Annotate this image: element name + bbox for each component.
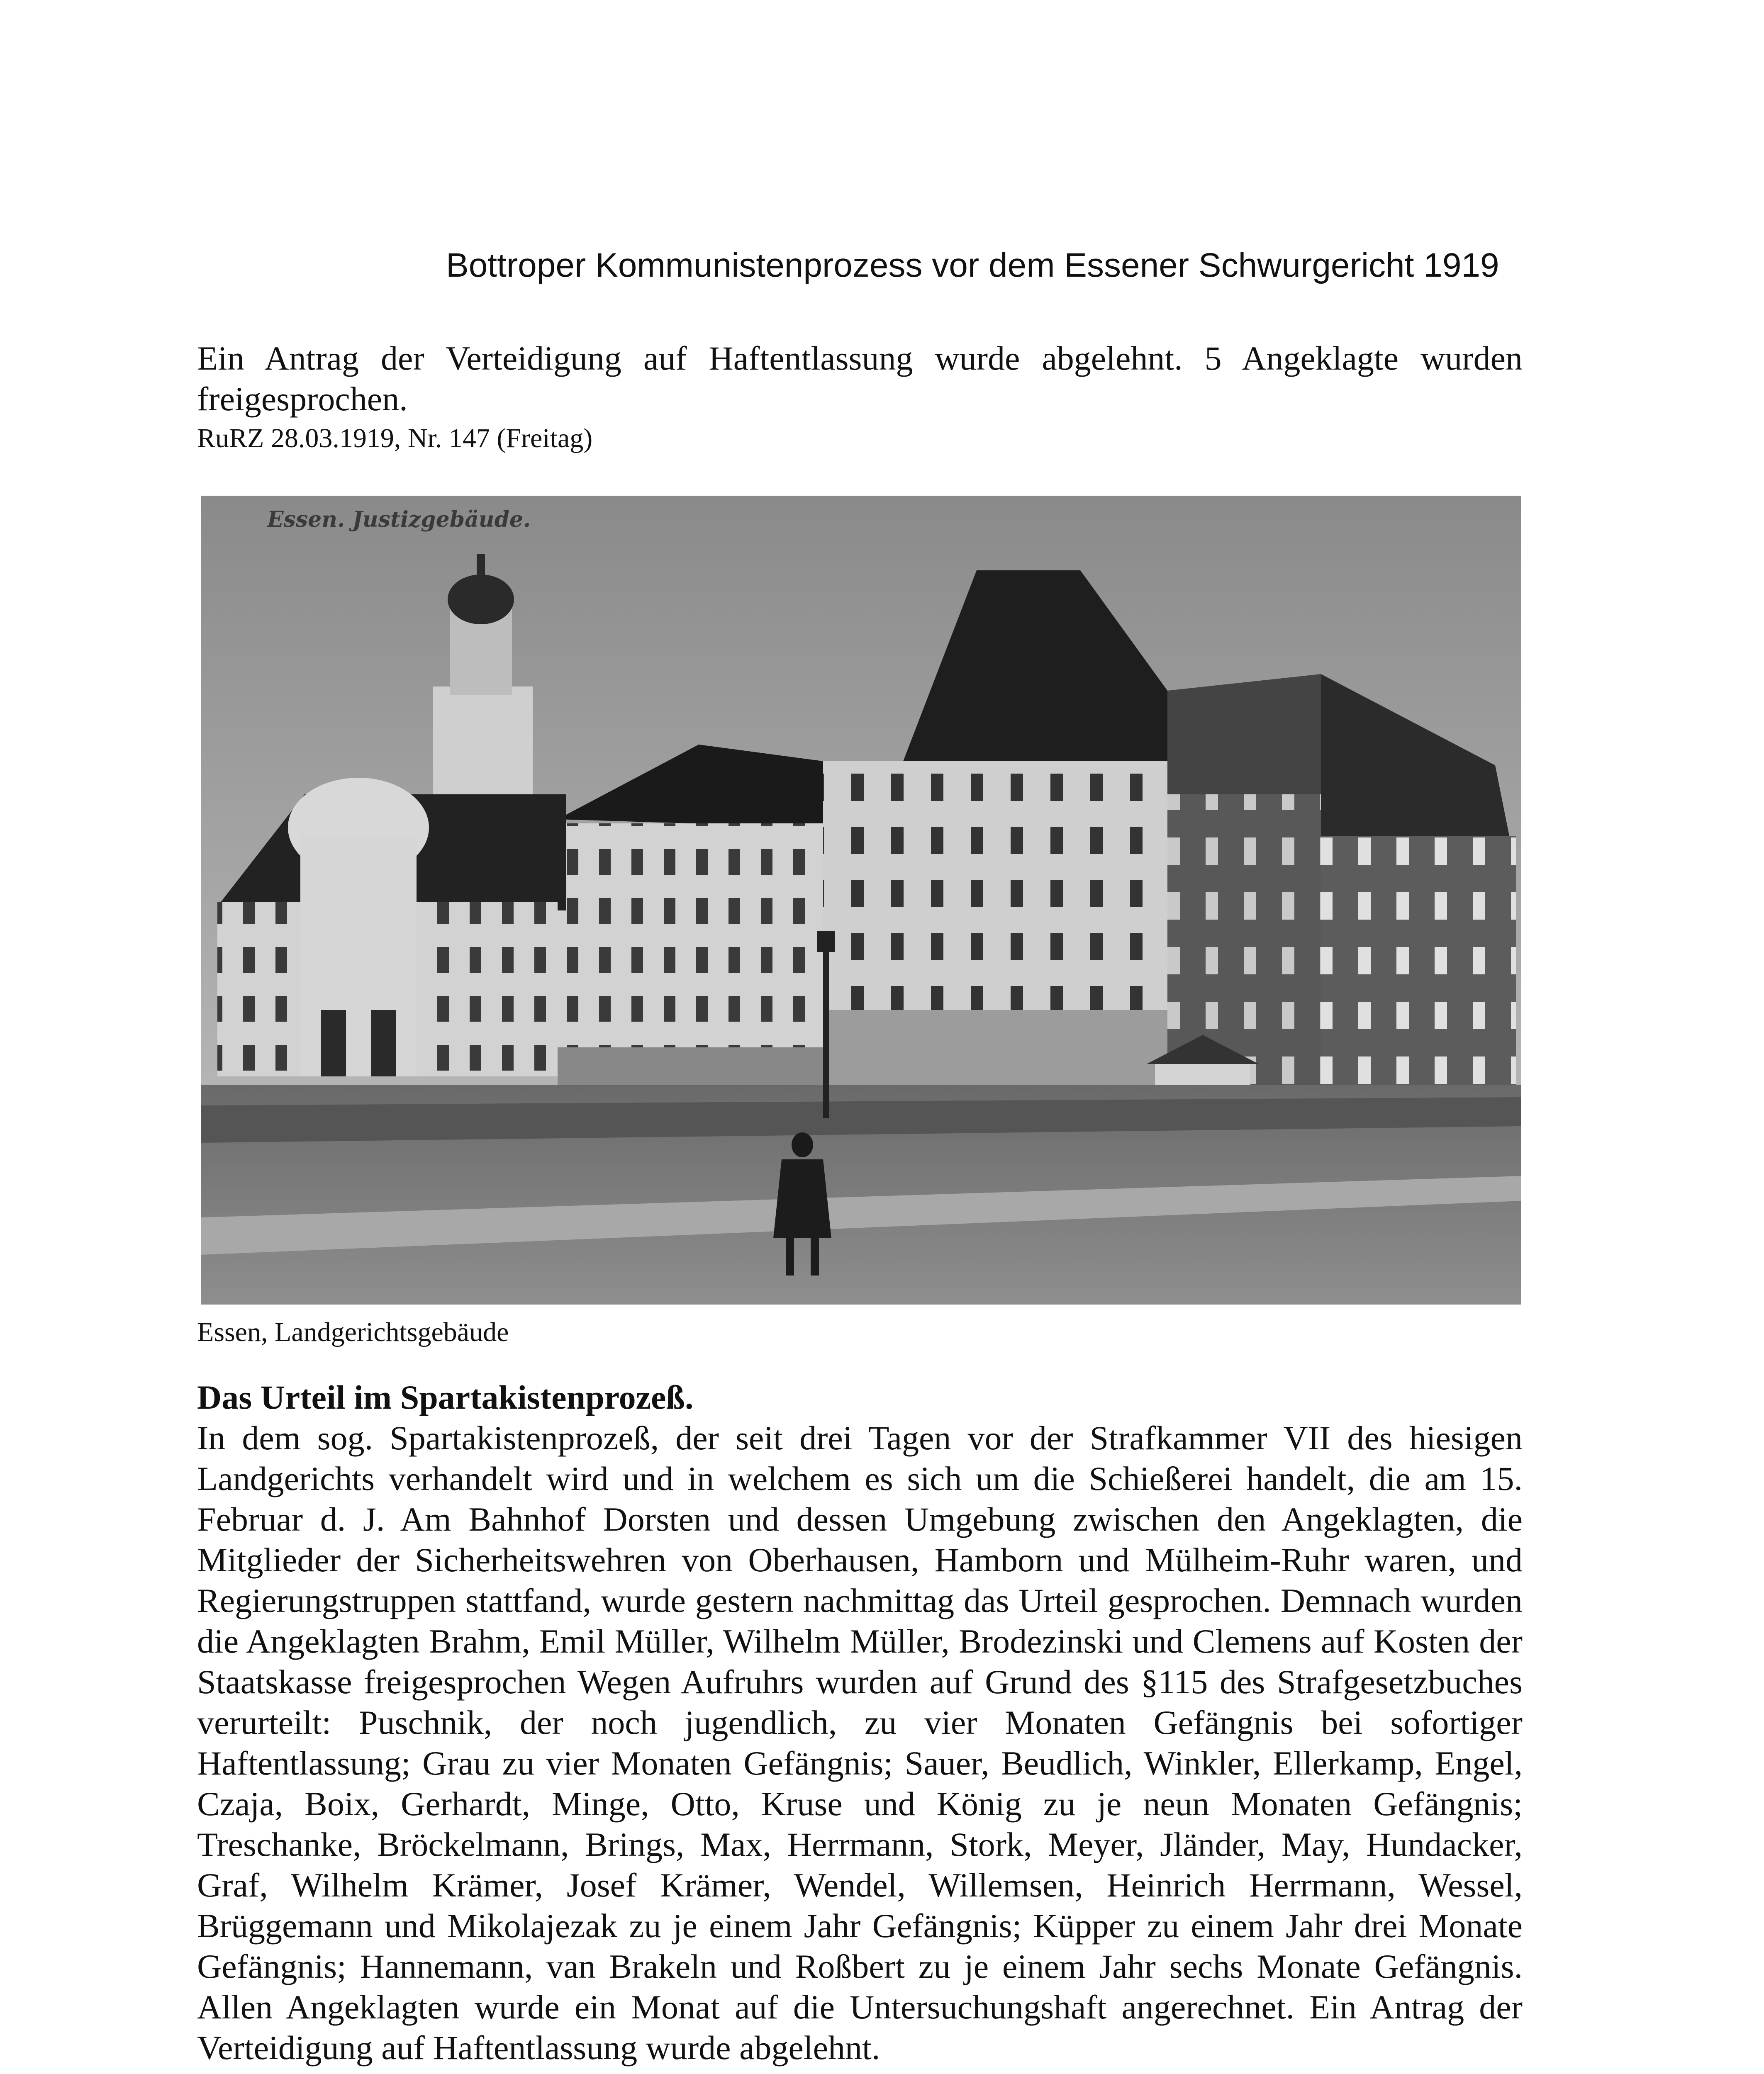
article1-source: RuRZ 28.03.1919, Nr. 147 (Freitag) <box>197 423 593 453</box>
photo-inscription: Essen. Justizgebäude. <box>267 507 531 532</box>
running-header: Bottroper Kommunistenprozess vor dem Essener Schwurgericht 1919 <box>446 246 1499 284</box>
article2-text: In dem sog. Spartakistenprozeß, der seit drei Tagen vor der Strafkammer VII des hiesigen Landgerichts verhandelt wird und in welchem es sich um die Schießerei handelt, die am 15. Februar d. J. Am Bahnhof Dorsten und dessen Umgebung zwischen den Angeklagten, die Mitglieder der Sicherheitswehren von Oberhausen, Hamborn und Mülheim-Ruhr waren, und Regierungstruppen stattfand, wurde gestern nachmittag das Urteil gesprochen. Demnach wurden die Angeklagten Brahm, Emil Müller, Wilhelm Müller, Brodezinski und Clemens auf Kosten der Staatskasse freigesprochen Wegen Aufruhrs wurden auf Grund des §115 des Strafgesetzbuches verurteilt: Puschnik, der noch jugendlich, zu vier Monaten Gefängnis bei sofortiger Haftentlassung; Grau zu vier Monaten Gefängnis; Sauer, Beudlich, Winkler, Ellerkamp, Engel, Czaja, Boix, Gerhardt, Minge, Otto, Kruse und König zu je neun Monaten Gefängnis; Treschanke, Bröckelmann, Brings, Max, Herrmann, Stork, Meyer, Jländer, May, Hundacker, Graf, Wilhelm Krämer, Josef Krämer, Wendel, Willemsen, Heinrich Herrmann, Wessel, Brüggemann und Mikolajezak zu je einem Jahr Gefängnis; Küpper zu einem Jahr drei Monate Gefängnis; Hannemann, van Brakeln und Roßbert zu je einem Jahr sechs Monate Gefängnis. Allen Angeklagten wurde ein Monat auf die Untersuchungshaft angerechnet. Ein Antrag der Verteidigung auf Haftentlassung wurde abgelehnt. <box>197 1419 1523 2067</box>
photo-caption: Essen, Landgerichtsgebäude <box>197 1317 509 1347</box>
article1-text: Ein Antrag der Verteidigung auf Haftentlassung wurde abgelehnt. 5 Angeklagte wurden freigesprochen. <box>197 339 1523 418</box>
article2-heading: Das Urteil im Spartakistenprozeß. <box>197 1378 694 1416</box>
courthouse-photo <box>201 496 1521 1305</box>
